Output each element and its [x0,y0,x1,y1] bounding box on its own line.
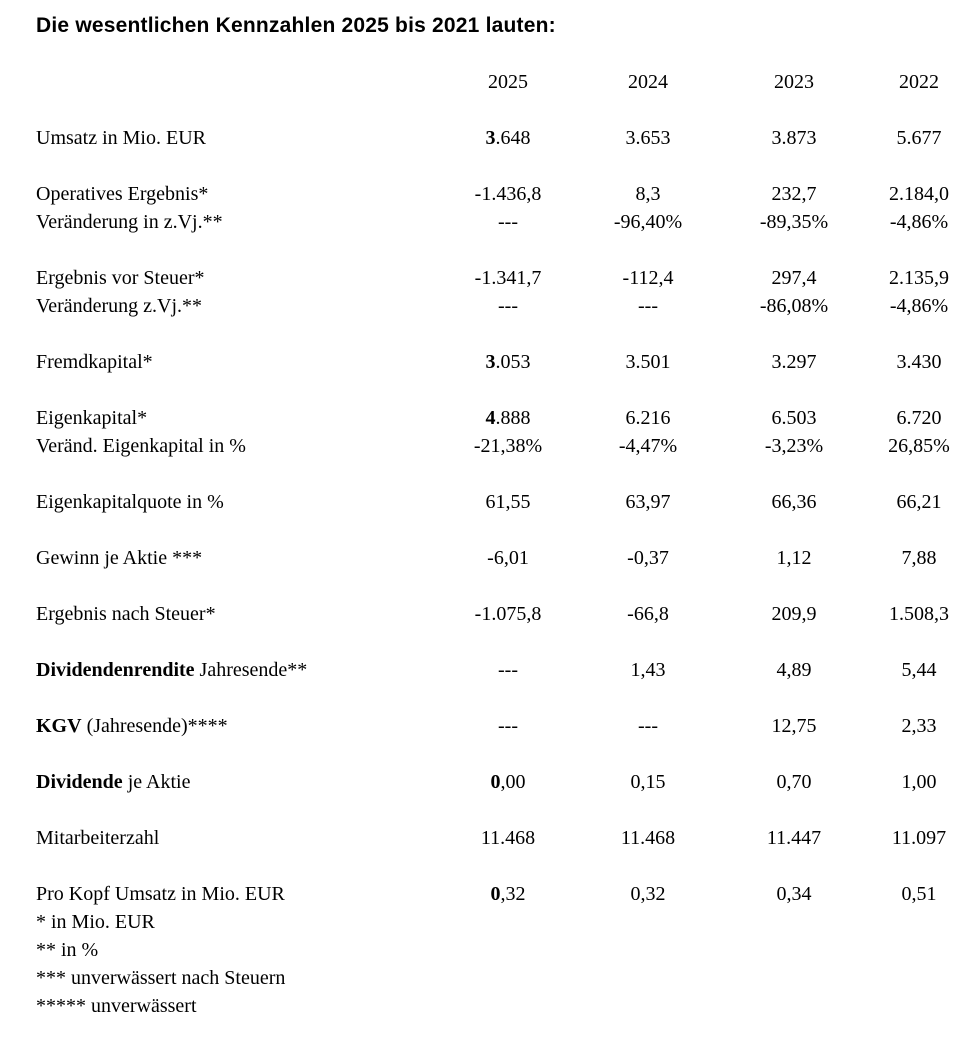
value-cell-2022: 0,51 [901,883,937,905]
value-cell-2025: --- [498,659,518,681]
value-cell-2024: -0,37 [627,547,669,569]
spacer-cell [36,152,970,180]
value-cell-2024: 11.468 [620,827,676,849]
row-label: Veränderung in z.Vj.** [36,211,223,233]
table-row [36,180,970,208]
table-row [36,880,970,908]
spacer-row [36,460,970,488]
value-cell-2024: 3.501 [625,351,671,373]
value-cell-2022: 3.430 [896,351,942,373]
year-header-row [36,68,970,96]
row-label: Operatives Ergebnis* [36,183,209,205]
spacer-cell [36,628,970,656]
bold-text: 3 [485,351,496,373]
value-cell-2024: 6.216 [625,407,671,429]
row-label: Ergebnis nach Steuer* [36,603,216,625]
spacer-cell [36,96,970,124]
spacer-cell [36,684,970,712]
row-label: Dividendenrendite Jahresende** [36,659,308,681]
page-title: Die wesentlichen Kennzahlen 2025 bis 2021 lauten: [36,14,556,37]
value-cell-2024: -112,4 [622,267,674,289]
row-label: Mitarbeiterzahl [36,827,160,849]
value-cell-2025: --- [498,211,518,233]
table-row [36,488,970,516]
year-header-2025: 2025 [488,71,528,93]
table-row [36,824,970,852]
spacer-cell [36,460,970,488]
value-cell-2025: 3.648 [485,127,531,149]
value-cell-2025: 0,00 [490,771,526,793]
value-cell-2025: -1.436,8 [474,183,542,205]
value-cell-2023: 66,36 [771,491,817,513]
spacer-cell [36,796,970,824]
table-row [36,544,970,572]
value-cell-2024: 63,97 [625,491,671,513]
table-row [36,712,970,740]
footnote-undiluted: ***** unverwässert [36,995,197,1017]
row-label: Fremdkapital* [36,351,153,373]
value-cell-2024: --- [638,715,658,737]
value-cell-2025: -1.341,7 [474,267,542,289]
row-label: Veränd. Eigenkapital in % [36,435,246,457]
footnote-percent: ** in % [36,939,99,961]
value-cell-2025: --- [498,295,518,317]
value-cell-2024: --- [638,295,658,317]
spacer-row [36,152,970,180]
table-row [36,348,970,376]
value-cell-2024: 0,32 [630,883,666,905]
value-cell-2024: 3.653 [625,127,671,149]
spacer-cell [36,516,970,544]
value-cell-2025: --- [498,715,518,737]
bold-text: 4 [485,407,496,429]
value-cell-2023: -3,23% [764,435,824,457]
value-cell-2022: 1,00 [901,771,937,793]
bold-text: 0 [490,883,501,905]
row-label: Veränderung z.Vj.** [36,295,203,317]
bold-text: Dividendenrendite [36,659,195,681]
value-cell-2023: 0,34 [776,883,812,905]
year-header-2022: 2022 [899,71,939,93]
table-row [36,124,970,152]
row-label: Dividende je Aktie [36,771,191,793]
table-row [36,292,970,320]
empty-header-cell [36,68,440,96]
value-cell-2024: -96,40% [613,211,683,233]
spacer-row [36,852,970,880]
bold-text: 3 [485,127,496,149]
spacer-cell [36,572,970,600]
value-cell-2023: 12,75 [771,715,817,737]
row-label: Eigenkapitalquote in % [36,491,224,513]
spacer-row [36,628,970,656]
value-cell-2022: 66,21 [896,491,942,513]
spacer-row [36,684,970,712]
spacer-cell [36,740,970,768]
row-label: Gewinn je Aktie *** [36,547,203,569]
table-row [36,208,970,236]
footnote-mio-eur: * in Mio. EUR [36,911,155,933]
value-cell-2022: 26,85% [888,435,950,457]
value-cell-2025: -21,38% [473,435,543,457]
value-cell-2023: 3.873 [771,127,817,149]
spacer-row [36,320,970,348]
value-cell-2022: -4,86% [889,295,949,317]
value-cell-2022: 5,44 [901,659,937,681]
table-row [36,404,970,432]
value-cell-2025: 11.468 [480,827,536,849]
value-cell-2022: 5.677 [896,127,942,149]
footnote-undiluted-after-tax: *** unverwässert nach Steuern [36,967,286,989]
value-cell-2023: 11.447 [766,827,822,849]
value-cell-2024: 0,15 [630,771,666,793]
value-cell-2022: 2,33 [901,715,937,737]
bold-text: Dividende [36,771,123,793]
spacer-cell [36,852,970,880]
value-cell-2025: -1.075,8 [474,603,542,625]
table-row [36,264,970,292]
bold-text: 0 [490,771,501,793]
value-cell-2023: 297,4 [771,267,817,289]
key-figures-table [36,68,970,908]
row-label: Umsatz in Mio. EUR [36,127,206,149]
value-cell-2022: -4,86% [889,211,949,233]
value-cell-2025: 0,32 [490,883,526,905]
value-cell-2023: -86,08% [759,295,829,317]
spacer-row [36,796,970,824]
value-cell-2024: -66,8 [627,603,669,625]
value-cell-2025: 3.053 [485,351,531,373]
value-cell-2025: -6,01 [487,547,529,569]
spacer-row [36,572,970,600]
bold-text: KGV [36,715,82,737]
value-cell-2022: 7,88 [901,547,937,569]
value-cell-2023: 4,89 [776,659,812,681]
year-header-2024: 2024 [628,71,668,93]
value-cell-2025: 61,55 [485,491,531,513]
value-cell-2023: 0,70 [776,771,812,793]
year-header-2023: 2023 [774,71,814,93]
spacer-cell [36,320,970,348]
value-cell-2022: 2.184,0 [889,183,949,205]
value-cell-2024: 8,3 [635,183,661,205]
value-cell-2023: 6.503 [771,407,817,429]
table-row [36,600,970,628]
value-cell-2022: 1.508,3 [889,603,949,625]
spacer-cell [36,376,970,404]
table-row [36,432,970,460]
value-cell-2022: 6.720 [896,407,942,429]
value-cell-2023: 209,9 [771,603,817,625]
row-label: Eigenkapital* [36,407,148,429]
spacer-cell [36,236,970,264]
value-cell-2023: 3.297 [771,351,817,373]
row-label: Ergebnis vor Steuer* [36,267,205,289]
spacer-row [36,740,970,768]
value-cell-2022: 11.097 [891,827,947,849]
value-cell-2022: 2.135,9 [889,267,949,289]
value-cell-2025: 4.888 [485,407,531,429]
row-label: Pro Kopf Umsatz in Mio. EUR [36,883,285,905]
row-label: KGV (Jahresende)**** [36,715,228,737]
spacer-row [36,516,970,544]
spacer-row [36,236,970,264]
value-cell-2023: 1,12 [776,547,812,569]
footnotes-block [36,908,976,1020]
spacer-row [36,376,970,404]
value-cell-2023: -89,35% [759,211,829,233]
value-cell-2024: 1,43 [630,659,666,681]
table-row [36,768,970,796]
value-cell-2024: -4,47% [618,435,678,457]
value-cell-2023: 232,7 [771,183,817,205]
table-row [36,656,970,684]
spacer-row [36,96,970,124]
